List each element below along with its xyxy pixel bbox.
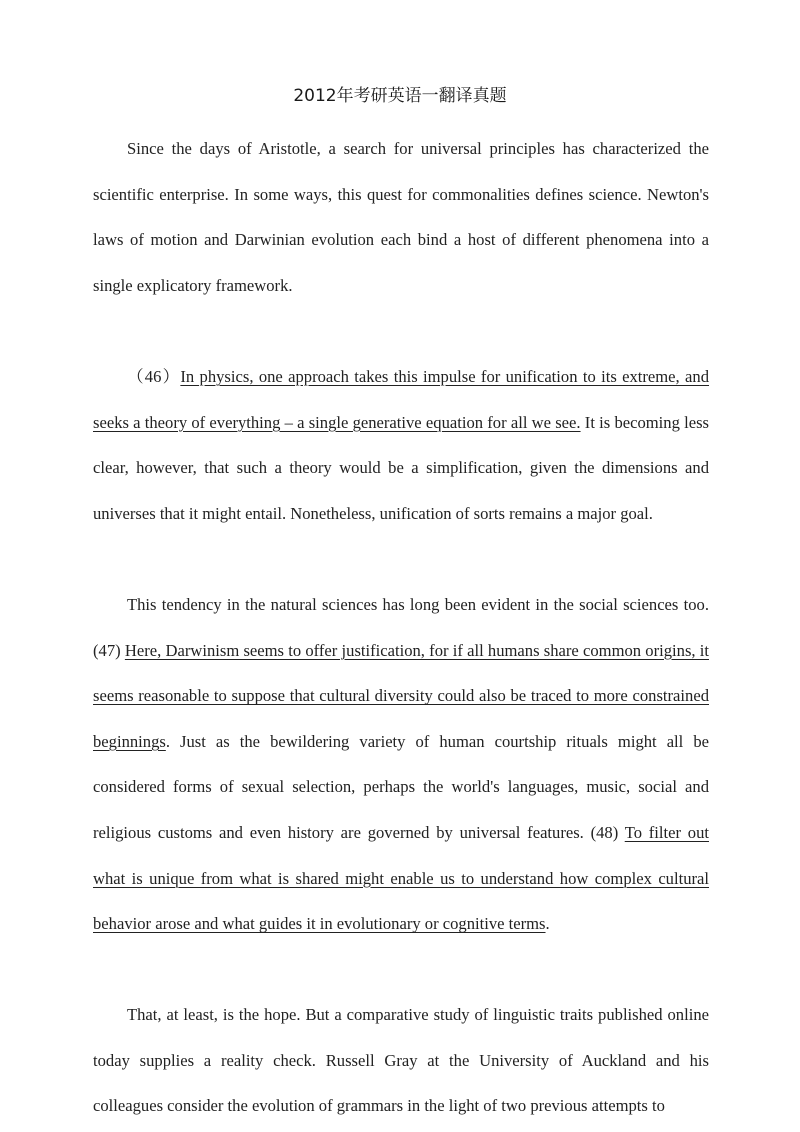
text-segment: Since the days of Aristotle, a search for universal principles has characterized the scientific enterprise. In some ways, this quest for commonalities defines science. Newton's laws of motion and Darwinian evolution each bind a host of different phenomena into a single explicatory framework. [93, 139, 709, 295]
paragraph-2 [93, 354, 709, 536]
page-title: 2012年考研英语一翻译真题 [293, 86, 507, 106]
text-segment: . Just as the bewildering variety of human courtship rituals might all be considered forms of sexual selection, perhaps the world's languages, music, social and religious customs and even history are governed by universal features. (48) [93, 731, 709, 842]
document-body [93, 126, 709, 1129]
underlined-sentence-46: In physics, one approach takes this impulse for unification to its extreme, and seeks a theory of everything – a single generative equation for all we see. [93, 366, 710, 432]
paragraph-1 [93, 126, 709, 308]
underlined-sentence-48: To filter out what is unique from what is shared might enable us to understand how complex cultural behavior arose and what guides it in evolutionary or cognitive terms [93, 822, 709, 934]
text-segment: . [545, 914, 550, 934]
text-segment: It is becoming less clear, however, that such a theory would be a simplification, given the dimensions and universes that it might entail. Nonetheless, unification of sorts remains a major goal. [93, 412, 709, 523]
paragraph-4 [93, 992, 709, 1129]
question-number-46: （46） [127, 366, 181, 386]
underlined-sentence-47: Here, Darwinism seems to offer justification, for if all humans share common origins, it seems reasonable to suppose that cultural diversity could also be traced to more constrained beginnings [93, 640, 709, 751]
text-segment: That, at least, is the hope. But a comparative study of linguistic traits published online today supplies a reality check. Russell Gray at the University of Auckland and his colleagues consider the evolution of grammars in the light of two previous attempts to [93, 1005, 709, 1116]
text-segment: This tendency in the natural sciences has long been evident in the social sciences too. (47) [93, 594, 709, 660]
paragraph-3 [93, 582, 709, 947]
